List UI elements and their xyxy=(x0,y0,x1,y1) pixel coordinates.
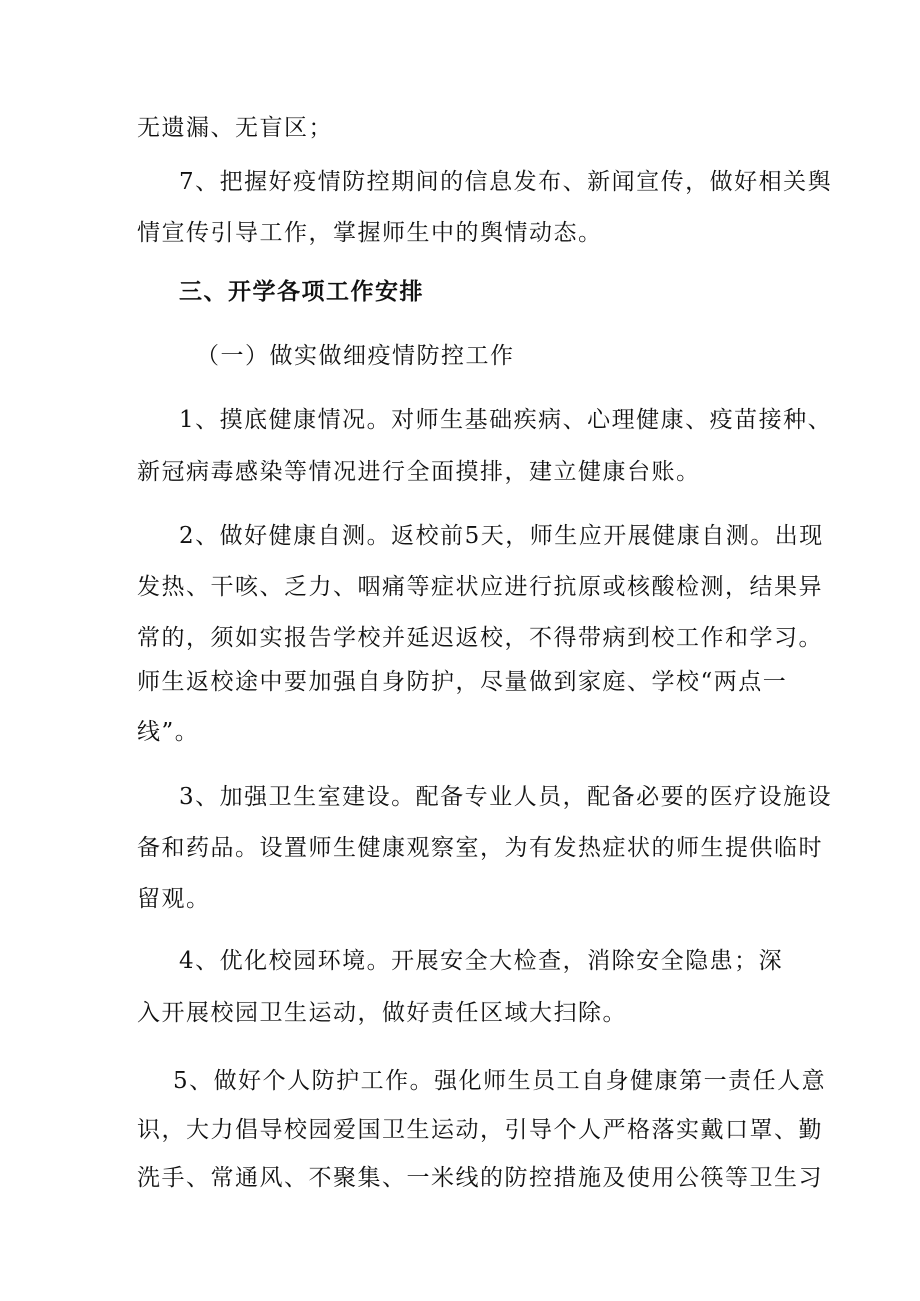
subsection-heading: （一）做实做细疫情防控工作 xyxy=(196,343,515,369)
text-line: 4、优化校园环境。开展安全大检查，消除安全隐患；深 xyxy=(179,948,784,974)
text-line: 无遗漏、无盲区； xyxy=(137,115,333,141)
text-line: 洗手、常通风、不聚集、一米线的防控措施及使用公筷等卫生习 xyxy=(137,1165,823,1191)
text-line: 线”。 xyxy=(137,719,200,745)
text-line: 备和药品。设置师生健康观察室，为有发热症状的师生提供临时 xyxy=(137,835,823,861)
text-line: 情宣传引导工作，掌握师生中的舆情动态。 xyxy=(137,220,603,246)
section-heading: 三、开学各项工作安排 xyxy=(179,279,424,305)
text-line: 入开展校园卫生运动，做好责任区域大扫除。 xyxy=(137,1000,627,1026)
text-line: 师生返校途中要加强自身防护，尽量做到家庭、学校“两点一 xyxy=(137,669,788,695)
text-line: 3、加强卫生室建设。配备专业人员，配备必要的医疗设施设 xyxy=(179,784,833,810)
text-line: 识，大力倡导校园爱国卫生运动，引导个人严格落实戴口罩、勤 xyxy=(137,1117,823,1143)
text-line: 7、把握好疫情防控期间的信息发布、新闻宣传，做好相关舆 xyxy=(179,169,833,195)
text-line: 5、做好个人防护工作。强化师生员工自身健康第一责任人意 xyxy=(173,1068,827,1094)
text-line: 2、做好健康自测。返校前5天，师生应开展健康自测。出现 xyxy=(179,523,824,549)
text-line: 发热、干咳、乏力、咽痛等症状应进行抗原或核酸检测，结果异 xyxy=(137,574,823,600)
text-line: 留观。 xyxy=(137,886,211,912)
text-line: 1、摸底健康情况。对师生基础疾病、心理健康、疫苗接种、 xyxy=(179,407,833,433)
text-line: 新冠病毒感染等情况进行全面摸排，建立健康台账。 xyxy=(137,459,701,485)
text-line: 常的，须如实报告学校并延迟返校，不得带病到校工作和学习。 xyxy=(137,625,823,651)
